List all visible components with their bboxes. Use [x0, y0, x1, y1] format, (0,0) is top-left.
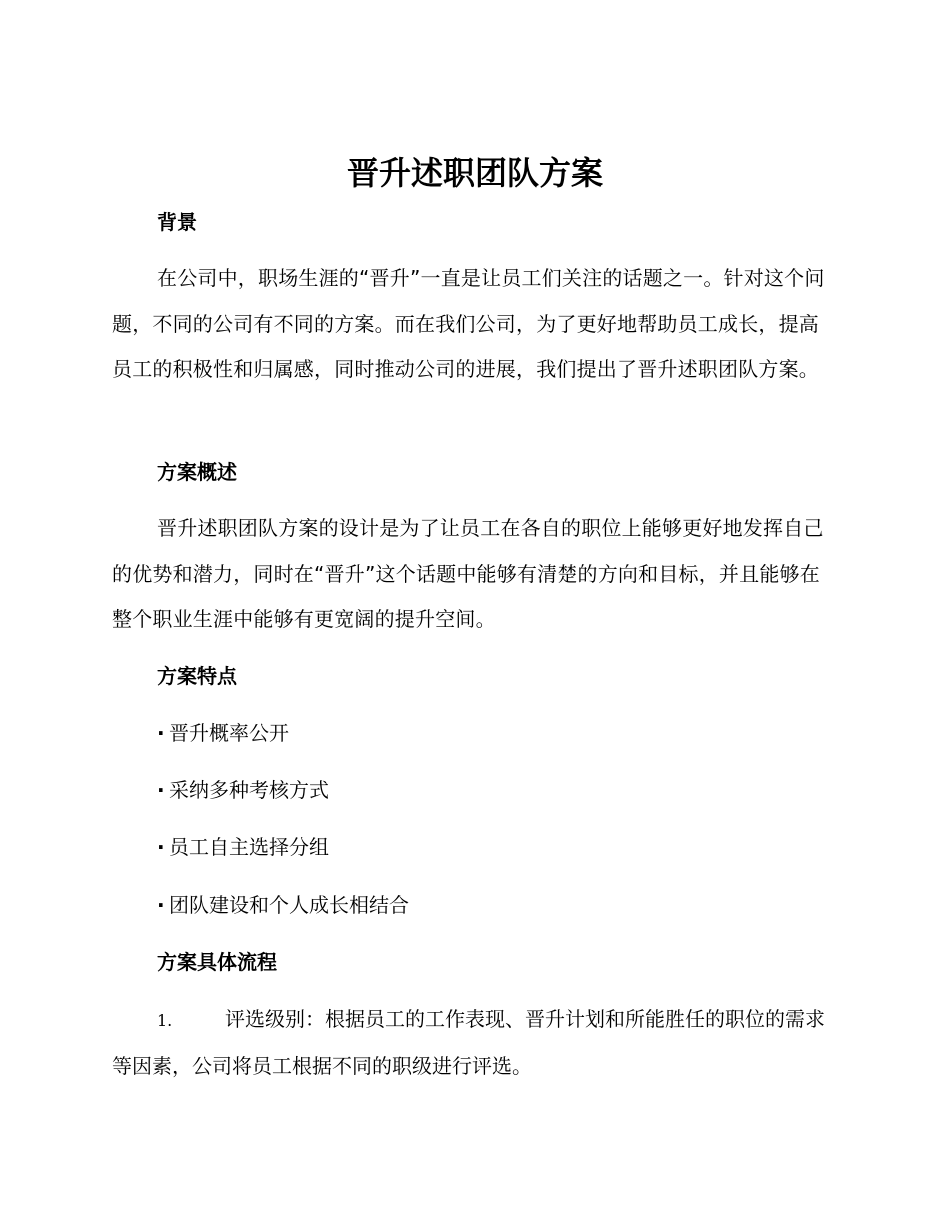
bullet-dot-icon: · [157, 835, 165, 859]
bullet-dot-icon: · [157, 893, 165, 917]
bullet-dot-icon: · [157, 721, 165, 745]
bullet-dot-icon: · [157, 778, 165, 802]
section-heading-overview: 方案概述 [157, 460, 237, 484]
feature-list-item [157, 891, 409, 919]
document-title: 晋升述职团队方案 [346, 154, 603, 192]
feature-list-item [157, 833, 329, 861]
feature-item-text: 晋升概率公开 [169, 721, 289, 745]
section-text-background: 在公司中，职场生涯的“晋升”一直是让员工们关注的话题之一。针对这个问题，不同的公司有不同的方案。而在我们公司，为了更好地帮助员工成长，提高员工的积极性和归属感，同时推动公司的进展，我们提出了晋升述职团队方案。 [112, 266, 825, 381]
feature-list-item [157, 776, 329, 804]
section-heading-process: 方案具体流程 [157, 950, 277, 974]
section-heading-features: 方案特点 [157, 664, 237, 688]
section-heading-background: 背景 [157, 210, 197, 234]
process-step [112, 997, 837, 1089]
feature-item-text: 员工自主选择分组 [169, 835, 329, 859]
feature-item-text: 团队建设和个人成长相结合 [169, 893, 409, 917]
step-number: 1. [157, 1011, 173, 1030]
section-text-overview: 晋升述职团队方案的设计是为了让员工在各自的职位上能够更好地发挥自己的优势和潜力，同时在“晋升”这个话题中能够有清楚的方向和目标，并且能够在整个职业生涯中能够有更宽阔的提升空间。 [112, 516, 824, 631]
feature-item-text: 采纳多种考核方式 [169, 778, 329, 802]
feature-list-item [157, 719, 289, 747]
step-text: 评选级别：根据员工的工作表现、晋升计划和所能胜任的职位的需求等因素，公司将员工根据不同的职级进行评选。 [112, 1007, 825, 1078]
